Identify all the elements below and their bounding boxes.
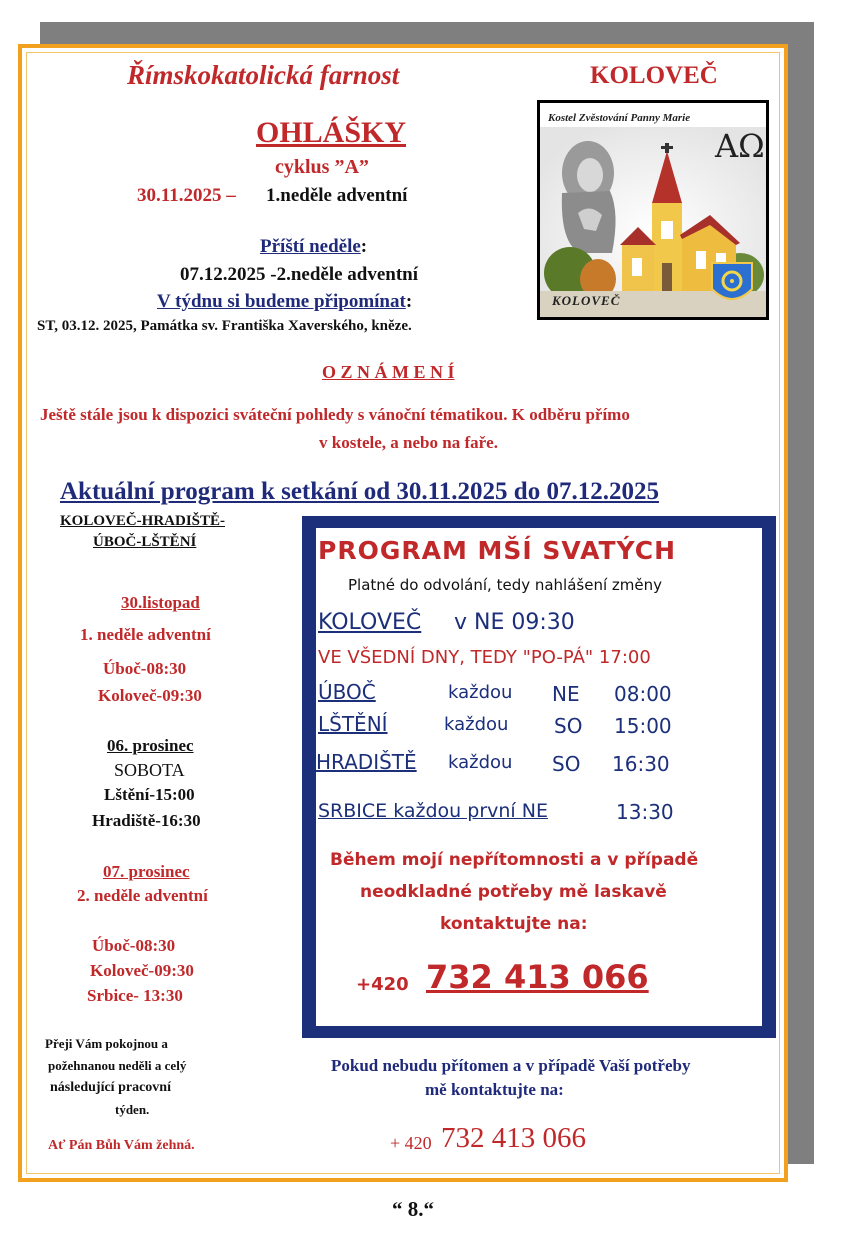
day2-name: SOBOTA <box>114 760 185 780</box>
uboc-time: 08:00 <box>614 682 672 706</box>
wish-line3: následující pracovní <box>50 1080 171 1095</box>
mary-figure <box>562 141 616 253</box>
page-number: “ 8.“ <box>392 1197 434 1221</box>
lsteni-label: LŠTĚNÍ <box>318 712 388 736</box>
hradiste-time: 16:30 <box>612 752 670 776</box>
srbice-schedule: SRBICE každou první NE <box>318 800 548 822</box>
cycle-label: cyklus ”A” <box>275 156 369 178</box>
parish-title: Římskokatolická farnost <box>127 60 400 90</box>
wish-line4: týden. <box>115 1102 150 1117</box>
announcement-line1: Ještě stále jsou k dispozici sváteční pohledy s vánoční tématikou. K odběru přímo <box>40 405 630 424</box>
hradiste-day: SO <box>552 752 581 776</box>
mass-program-title: PROGRAM MŠÍ SVATÝCH <box>318 536 677 565</box>
day2-date: 06. prosinec <box>107 736 194 755</box>
footer-phone-number: 732 413 066 <box>441 1122 586 1154</box>
footer-contact-line1: Pokud nebudu přítomen a v případě Vaší potřeby <box>331 1056 691 1075</box>
week-text: ST, 03.12. 2025, Památka sv. Františka Xaverského, kněze. <box>37 318 412 334</box>
day1-name: 1. neděle adventní <box>80 625 211 644</box>
day3-time3: Srbice- 13:30 <box>87 986 183 1005</box>
uboc-label: ÚBOČ <box>318 680 376 704</box>
phone-number: 732 413 066 <box>426 958 649 996</box>
wish-line1: Přeji Vám pokojnou a <box>45 1036 168 1051</box>
coat-of-arms <box>712 263 752 299</box>
lsteni-day: SO <box>554 714 583 738</box>
town-title: KOLOVEČ <box>590 62 718 89</box>
wish-line2: požehnanou neděli a celý <box>48 1058 187 1073</box>
mass-program-valid: Platné do odvolání, tedy nahlášení změny <box>348 576 663 594</box>
blessing: Ať Pán Bůh Vám žehná. <box>48 1138 195 1153</box>
alpha-omega-symbol: AΩ <box>715 127 765 165</box>
day1-date: 30.listopad <box>121 593 200 612</box>
kolovec-schedule: v NE 09:30 <box>454 610 575 635</box>
hradiste-every: každou <box>448 752 513 773</box>
uboc-every: každou <box>448 682 513 703</box>
church-footer: KOLOVEČ <box>552 293 621 308</box>
hradiste-label: HRADIŠTĚ <box>316 750 417 774</box>
notices-date: 30.11.2025 – <box>137 185 236 206</box>
week-heading: V týdnu si budeme připomínat: <box>157 291 413 312</box>
day1-time2: Koloveč-09:30 <box>98 686 202 705</box>
announcement-line2: v kostele, a nebo na faře. <box>319 433 498 452</box>
notices-title: OHLÁŠKY <box>256 116 407 149</box>
weekday-schedule: VE VŠEDNÍ DNY, TEDY "PO-PÁ" 17:00 <box>318 647 651 668</box>
places-line1: KOLOVEČ-HRADIŠTĚ- <box>60 513 226 529</box>
day2-time2: Hradiště-16:30 <box>92 811 201 830</box>
day3-date: 07. prosinec <box>103 862 190 881</box>
next-sunday-heading: Příští neděle: <box>260 236 368 257</box>
kolovec-label: KOLOVEČ <box>318 610 422 635</box>
church-image <box>537 100 769 320</box>
mass-program-box <box>302 516 776 1038</box>
next-sunday-text: 07.12.2025 -2.neděle adventní <box>180 264 419 285</box>
day1-time1: Úboč-08:30 <box>103 659 187 678</box>
announcement-title: O Z N Á M E N Í <box>322 362 455 382</box>
next-sunday-label: Příští neděle <box>260 236 361 257</box>
program-heading: Aktuální program k setkání od 30.11.2025 do 07.12.2025 <box>60 478 659 505</box>
day3-name: 2. neděle adventní <box>77 886 208 905</box>
footer-phone-prefix: + 420 <box>390 1133 432 1153</box>
places-line2: ÚBOČ-LŠTĚNÍ <box>93 534 197 550</box>
day3-time1: Úboč-08:30 <box>92 936 176 955</box>
notices-sunday: 1.neděle adventní <box>266 185 408 206</box>
contact-line2: neodkladné potřeby mě laskavě <box>360 882 667 902</box>
contact-line1: Během mojí nepřítomnosti a v případě <box>330 850 699 870</box>
church-caption: Kostel Zvěstování Panny Marie <box>548 112 691 124</box>
footer-contact-line2: mě kontaktujte na: <box>425 1080 564 1099</box>
lsteni-every: každou <box>444 714 509 735</box>
contact-line3: kontaktujte na: <box>440 914 588 934</box>
day3-time2: Koloveč-09:30 <box>90 961 194 980</box>
lsteni-time: 15:00 <box>614 714 672 738</box>
uboc-day: NE <box>552 682 580 706</box>
srbice-time: 13:30 <box>616 800 674 824</box>
week-label: V týdnu si budeme připomínat <box>157 291 406 312</box>
day2-time1: Lštění-15:00 <box>104 785 195 804</box>
phone-prefix: +420 <box>356 974 409 995</box>
